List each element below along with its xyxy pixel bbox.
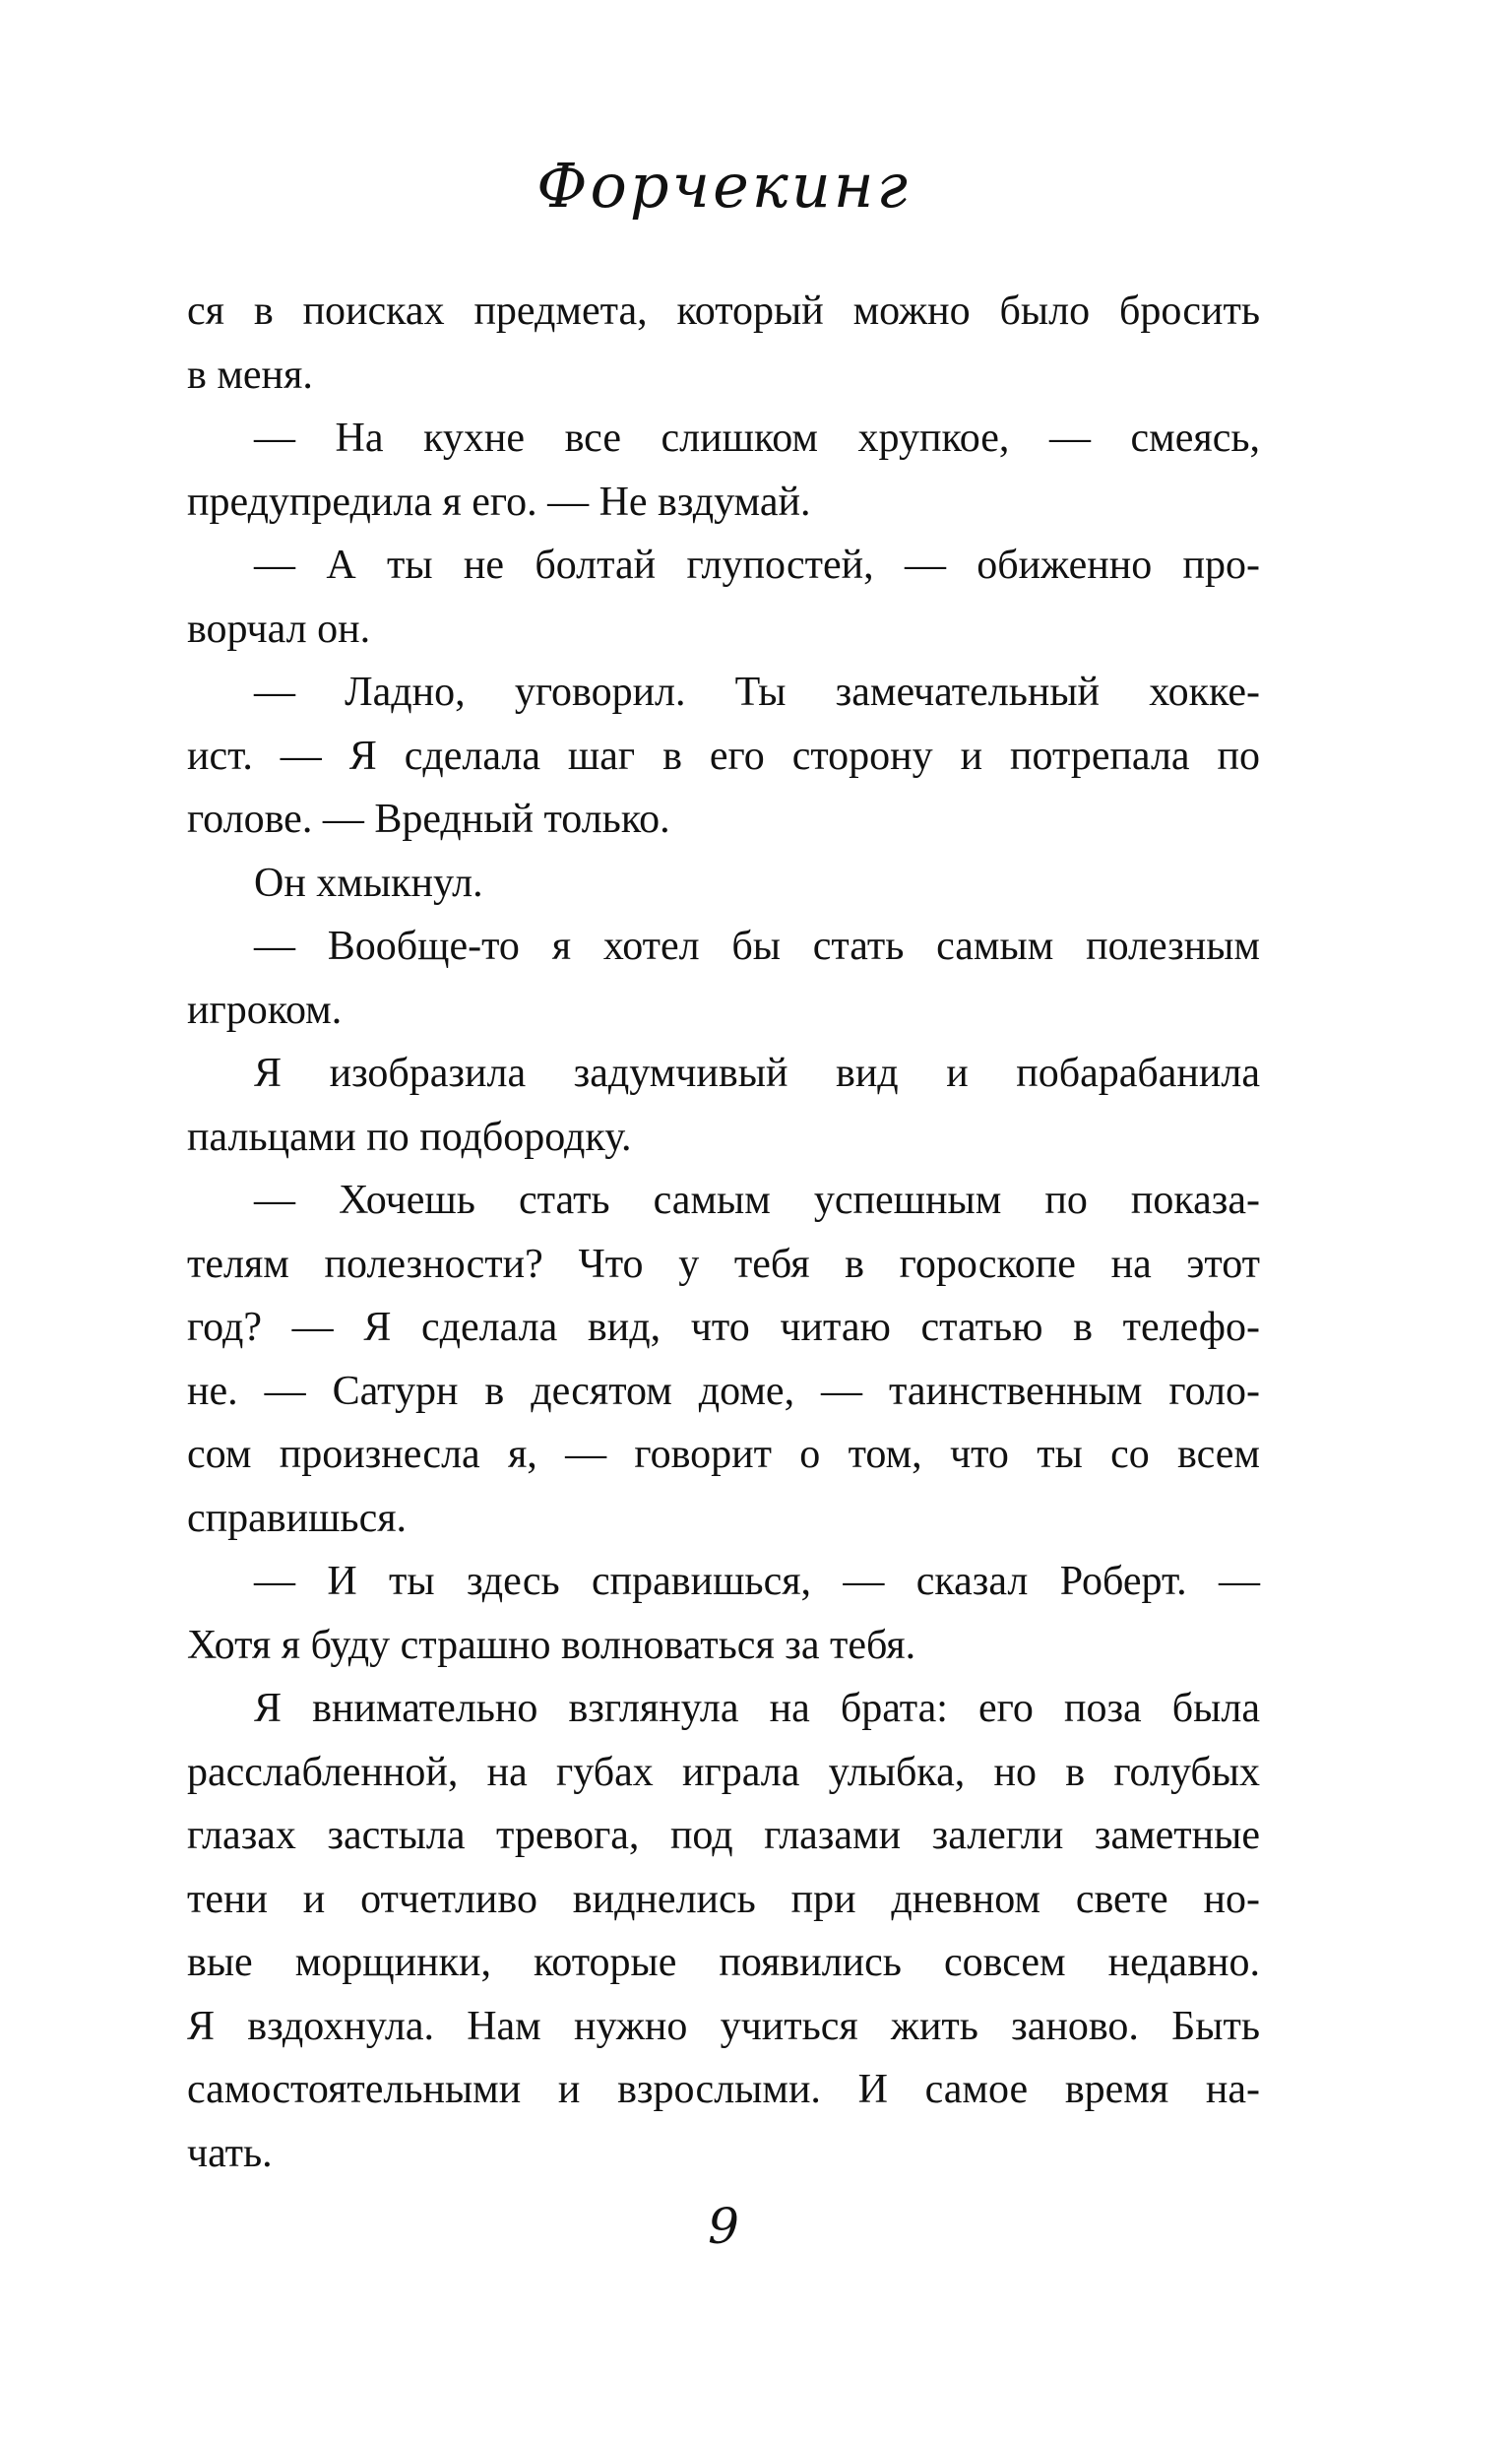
text-line: Я изобразила задумчивый вид и побарабанила xyxy=(254,1051,1260,1096)
text-line: ист. — Я сделала шаг в его сторону и потрепала по xyxy=(187,733,1260,779)
text-line: ворчал он. xyxy=(187,606,371,652)
text-line: пальцами по подбородку. xyxy=(187,1114,632,1160)
paragraph xyxy=(187,915,1260,1042)
paragraph xyxy=(187,661,1260,852)
text-line: не. — Сатурн в десятом доме, — таинственным голо- xyxy=(187,1368,1260,1414)
text-line: Он хмыкнул. xyxy=(254,860,483,906)
text-line: тени и отчетливо виднелись при дневном свете но- xyxy=(187,1876,1260,1922)
text-line: справишься. xyxy=(187,1495,408,1541)
text-line: в меня. xyxy=(187,352,313,398)
chapter-title: Форчекинг xyxy=(536,150,911,222)
text-line: год? — Я сделала вид, что читаю статью в телефо- xyxy=(187,1305,1260,1350)
text-line: Хотя я буду страшно волноваться за тебя. xyxy=(187,1622,916,1668)
paragraph xyxy=(187,852,1260,916)
page-number: 9 xyxy=(708,2198,739,2255)
text-line: самостоятельными и взрослыми. И самое время на- xyxy=(187,2067,1260,2112)
paragraph xyxy=(187,280,1260,407)
text-line: Я внимательно взглянула на брата: его поза была xyxy=(254,1686,1260,1731)
text-line: ся в поисках предмета, который можно было бросить xyxy=(187,289,1260,334)
text-line: сом произнесла я, — говорит о том, что ты со всем xyxy=(187,1432,1260,1477)
text-line: расслабленной, на губах играла улыбка, но в голубых xyxy=(187,1749,1260,1795)
paragraph xyxy=(187,1677,1260,2185)
text-line: глазах застыла тревога, под глазами залегли заметные xyxy=(187,1813,1260,1858)
text-line: Я вздохнула. Нам нужно учиться жить заново. Быть xyxy=(187,2003,1260,2049)
text-line: — И ты здесь справишься, — сказал Роберт. — xyxy=(254,1559,1260,1604)
text-line: — Хочешь стать самым успешным по показа- xyxy=(254,1178,1260,1223)
text-line: — На кухне все слишком хрупкое, — смеясь, xyxy=(254,416,1260,461)
text-line: предупредила я его. — Не вздумай. xyxy=(187,479,811,525)
paragraph xyxy=(187,1169,1260,1550)
text-line: вые морщинки, которые появились совсем недавно. xyxy=(187,1940,1260,1985)
body-text xyxy=(187,280,1260,2185)
text-line: — Ладно, уговорил. Ты замечательный хокке- xyxy=(254,670,1260,715)
paragraph xyxy=(187,1550,1260,1677)
text-line: телям полезности? Что у тебя в гороскопе на этот xyxy=(187,1241,1260,1287)
paragraph xyxy=(187,534,1260,661)
paragraph xyxy=(187,1042,1260,1169)
text-line: чать. xyxy=(187,2130,273,2176)
text-line: игроком. xyxy=(187,987,343,1033)
text-line: голове. — Вредный только. xyxy=(187,797,670,842)
paragraph xyxy=(187,407,1260,534)
text-line: — Вообще-то я хотел бы стать самым полезным xyxy=(254,924,1260,969)
text-line: — А ты не болтай глупостей, — обиженно про- xyxy=(254,543,1260,588)
